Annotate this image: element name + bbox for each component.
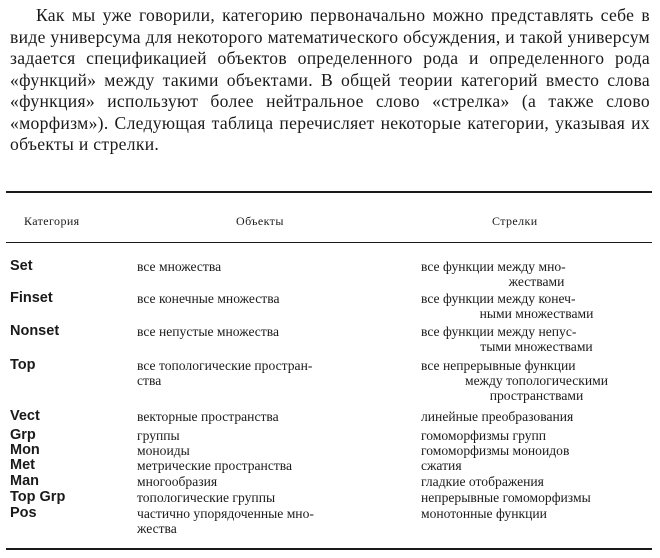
arrows-line: монотонные функции bbox=[421, 506, 547, 521]
category-objects bbox=[137, 428, 400, 443]
category-name: Top bbox=[10, 357, 36, 373]
table-header-rule bbox=[6, 242, 652, 243]
table-bottom-rule bbox=[6, 548, 652, 550]
arrows-line: ными множествами bbox=[479, 306, 594, 321]
category-name: Mon bbox=[10, 442, 40, 458]
header-objects: Объекты bbox=[236, 214, 284, 228]
objects-line: моноиды bbox=[137, 443, 190, 458]
category-name: Set bbox=[10, 258, 33, 274]
category-objects bbox=[137, 506, 400, 536]
category-arrows bbox=[421, 490, 652, 505]
category-arrows bbox=[421, 506, 652, 521]
arrows-line: все функции между мно- bbox=[421, 259, 566, 274]
category-name: Finset bbox=[10, 290, 53, 306]
category-arrows bbox=[421, 324, 652, 354]
header-category: Категория bbox=[24, 214, 80, 228]
objects-line: все топологические простран- bbox=[137, 358, 313, 373]
arrows-line: жествами bbox=[508, 274, 565, 289]
category-objects bbox=[137, 324, 400, 339]
category-arrows bbox=[421, 409, 652, 424]
category-name: Met bbox=[10, 457, 35, 473]
category-arrows bbox=[421, 443, 652, 458]
category-name: Grp bbox=[10, 427, 36, 443]
table-top-rule bbox=[6, 191, 652, 193]
header-arrows: Стрелки bbox=[492, 214, 538, 228]
arrows-line: все функции между непус- bbox=[421, 324, 577, 339]
category-objects bbox=[137, 409, 400, 424]
category-arrows bbox=[421, 259, 652, 289]
objects-line: векторные пространства bbox=[137, 409, 279, 424]
category-objects bbox=[137, 259, 400, 274]
arrows-line: сжатия bbox=[421, 458, 462, 473]
arrows-line: гомоморфизмы моноидов bbox=[421, 443, 570, 458]
arrows-line: непрерывные гомоморфизмы bbox=[421, 490, 591, 505]
objects-line: частично упорядоченные мно- bbox=[137, 506, 314, 521]
arrows-line: линейные преобразования bbox=[421, 409, 574, 424]
category-name: Vect bbox=[10, 408, 40, 424]
objects-line: все конечные множества bbox=[137, 291, 280, 306]
arrows-line: тыми множествами bbox=[480, 339, 593, 354]
category-arrows bbox=[421, 458, 652, 473]
arrows-line: гомоморфизмы групп bbox=[421, 428, 547, 443]
arrows-line: между топологическими bbox=[464, 373, 609, 388]
category-objects bbox=[137, 291, 400, 306]
category-objects bbox=[137, 458, 400, 473]
category-arrows bbox=[421, 474, 652, 489]
category-name: Pos bbox=[10, 505, 37, 521]
category-arrows bbox=[421, 428, 652, 443]
category-objects bbox=[137, 490, 400, 505]
intro-paragraph: Как мы уже говорили, категорию первоначально можно представлять себе в виде универсума для некоторого математического обсуждения, и такой универсум задается спецификацией объектов определенного рода и определенного рода «функций» между такими объектами. В общей теории категорий вместо слова «функция» используют более нейтральное слово «стрелка» (а также слово «морфизм»). Следующая таблица перечисляет некоторые категории, указывая их объекты и стрелки. bbox=[10, 5, 650, 154]
category-objects bbox=[137, 443, 400, 458]
objects-line: топологические группы bbox=[137, 490, 276, 505]
objects-line: ства bbox=[137, 373, 162, 388]
arrows-line: пространствами bbox=[489, 388, 584, 403]
category-name: Man bbox=[10, 473, 39, 489]
objects-line: метрические пространства bbox=[137, 458, 293, 473]
arrows-line: все непрерывные функции bbox=[421, 358, 576, 373]
category-arrows bbox=[421, 291, 652, 321]
objects-line: многообразия bbox=[137, 474, 218, 489]
category-arrows bbox=[421, 358, 652, 403]
objects-line: все непустые множества bbox=[137, 324, 280, 339]
arrows-line: все функции между конеч- bbox=[421, 291, 576, 306]
objects-line: жества bbox=[137, 521, 177, 536]
arrows-line: гладкие отображения bbox=[421, 474, 544, 489]
category-objects bbox=[137, 474, 400, 489]
category-objects bbox=[137, 358, 400, 388]
objects-line: группы bbox=[137, 428, 180, 443]
category-name: Top Grp bbox=[10, 489, 66, 505]
objects-line: все множества bbox=[137, 259, 222, 274]
category-name: Nonset bbox=[10, 323, 60, 339]
